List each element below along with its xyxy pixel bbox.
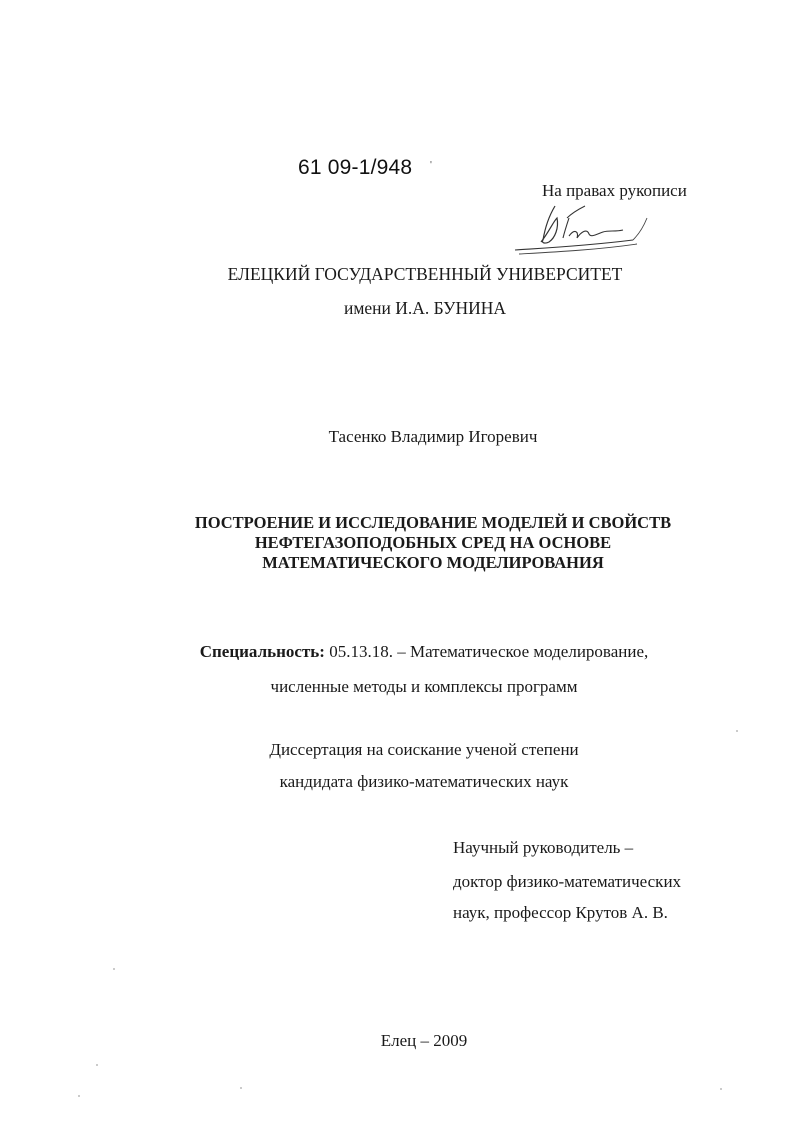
rights-note: На правах рукописи [542, 181, 687, 200]
university-named-after: имени И.А. БУНИНА [343, 298, 507, 318]
scan-speck [78, 1095, 80, 1097]
supervisor-degree: доктор физико-математических [453, 872, 682, 891]
supervisor-name: наук, профессор Крутов А. В. [453, 903, 668, 922]
scan-speck [736, 730, 738, 732]
specialty-label: Специальность: [199, 642, 325, 661]
dissertation-title-line: НЕФТЕГАЗОПОДОБНЫХ СРЕД НА ОСНОВЕ [254, 533, 612, 552]
archive-number: 61 09-1/948 [298, 156, 413, 179]
archive-mark: ' [430, 160, 432, 171]
degree-line-2: кандидата физико-математических наук [279, 772, 569, 791]
specialty-line-2: численные методы и комплексы программ [270, 677, 578, 696]
scan-speck [113, 968, 115, 970]
specialty-code: 05.13.18. – Математическое моделирование, [324, 642, 649, 661]
author-name: Тасенко Владимир Игоревич [328, 427, 538, 446]
supervisor-heading: Научный руководитель – [453, 838, 634, 857]
city-year: Елец – 2009 [380, 1031, 468, 1050]
scan-speck [720, 1088, 722, 1090]
scan-speck [96, 1064, 98, 1066]
handwritten-signature [505, 188, 655, 258]
scan-speck [240, 1087, 242, 1089]
dissertation-title-line: ПОСТРОЕНИЕ И ИССЛЕДОВАНИЕ МОДЕЛЕЙ И СВОЙСТВ [194, 513, 672, 532]
university-name: ЕЛЕЦКИЙ ГОСУДАРСТВЕННЫЙ УНИВЕРСИТЕТ [227, 264, 623, 284]
degree-line: Диссертация на соискание ученой степени [269, 740, 579, 759]
dissertation-title-line: МАТЕМАТИЧЕСКОГО МОДЕЛИРОВАНИЯ [262, 553, 604, 572]
specialty-line [0, 642, 793, 662]
